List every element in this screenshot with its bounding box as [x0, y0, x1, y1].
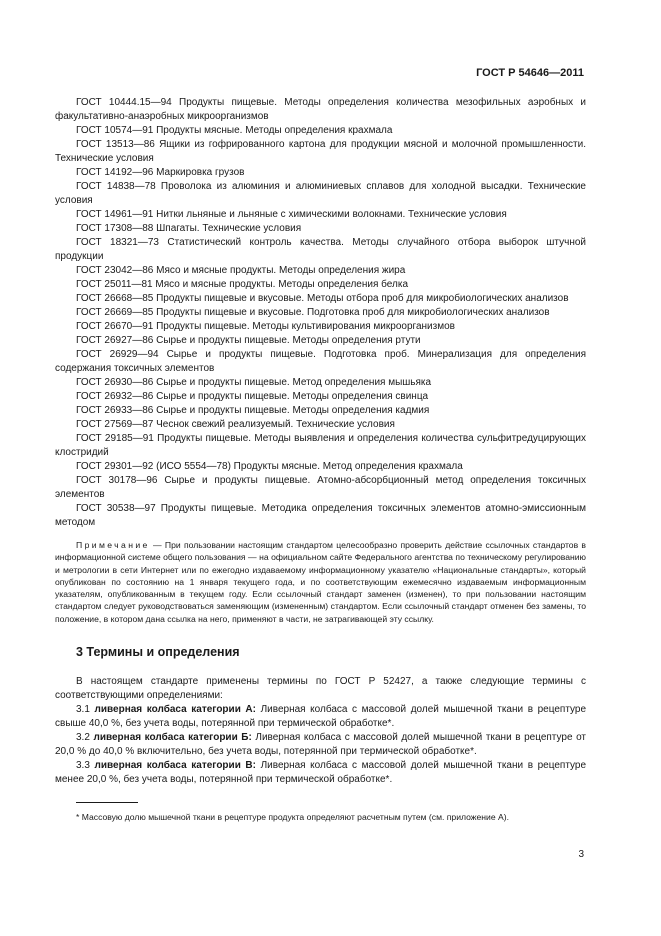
page-content [55, 96, 586, 823]
references-list [55, 96, 586, 530]
term-text: Ливерная колбаса с массовой долей мышечной ткани в рецептуре свыше 40,0 %, без учета воды, потерянной при термической обработке*. [55, 704, 587, 730]
reference-item: ГОСТ 26930—86 Сырье и продукты пищевые. Метод определения мышьяка [76, 377, 432, 388]
reference-item: ГОСТ 23042—86 Мясо и мясные продукты. Методы определения жира [76, 265, 406, 276]
reference-item: ГОСТ 10444.15—94 Продукты пищевые. Методы определения количества мезофильных аэробных и факультативно-анаэробных микроорганизмов [55, 97, 586, 122]
note-text: — При пользовании настоящим стандартом целесообразно проверить действие ссылочных стандартов в информационной системе общего пользования — на официальном сайте Федерального агентства по техническому регулированию и метрологии в сети Интернет или по ежегодно издаваемому информационному указателю «Национальные стандарты», который опубликован по состоянию на 1 января текущего года, и по соответствующим ежемесячно издаваемым информационным указателям, опубликованным в текущем году. Если ссылочный стандарт заменен (изменен), то при пользовании настоящим стандартом следует руководствоваться заменяющим (измененным) стандартом. Если ссылочный стандарт отменен без замены, то положение, в котором дана ссылка на него, применяют в части, не затрагивающей эту ссылку. [55, 540, 586, 624]
reference-item: ГОСТ 14192—96 Маркировка грузов [76, 167, 245, 178]
reference-item: ГОСТ 14961—91 Нитки льняные и льняные с химическими волокнами. Технические условия [76, 209, 507, 220]
term-definition [55, 731, 586, 759]
reference-item: ГОСТ 10574—91 Продукты мясные. Методы определения крахмала [76, 125, 393, 136]
page-number: 3 [578, 849, 584, 860]
reference-item: ГОСТ 30538—97 Продукты пищевые. Методика определения токсичных элементов атомно-эмиссионным методом [55, 503, 586, 528]
reference-item: ГОСТ 29185—91 Продукты пищевые. Методы выявления и определения количества сульфитредуцирующих клостридий [55, 433, 586, 458]
term-name: ливерная колбаса категории А: [94, 704, 256, 716]
term-name: ливерная колбаса категории В: [94, 760, 256, 772]
reference-item: ГОСТ 27569—87 Чеснок свежий реализуемый. Технические условия [76, 419, 395, 430]
reference-item: ГОСТ 18321—73 Статистический контроль качества. Методы случайного отбора выборок штучной продукции [55, 237, 586, 262]
term-number: 3.1 [76, 704, 90, 716]
reference-item: ГОСТ 26932—86 Сырье и продукты пищевые. Методы определения свинца [76, 391, 429, 402]
term-definition [55, 703, 586, 731]
reference-item: ГОСТ 29301—92 (ИСО 5554—78) Продукты мясные. Метод определения крахмала [76, 461, 463, 472]
term-name: ливерная колбаса категории Б: [93, 732, 252, 744]
note-label: Примечание [76, 540, 150, 550]
note-paragraph [55, 539, 586, 625]
reference-item: ГОСТ 26668—85 Продукты пищевые и вкусовые. Методы отбора проб для микробиологических анализов [76, 293, 569, 304]
term-text: Ливерная колбаса с массовой долей мышечной ткани в рецептуре от 20,0 % до 40,0 % включительно, без учета воды, потерянной при термической обработке*. [55, 732, 586, 758]
reference-item: ГОСТ 25011—81 Мясо и мясные продукты. Методы определения белка [76, 279, 409, 290]
term-number: 3.2 [76, 732, 90, 744]
section-intro: В настоящем стандарте применены термины по ГОСТ Р 52427, а также следующие термины с соответствующими определениями: [55, 676, 586, 702]
reference-item: ГОСТ 26670—91 Продукты пищевые. Методы культивирования микроорганизмов [76, 321, 455, 332]
footnote-divider [76, 802, 138, 803]
reference-item: ГОСТ 17308—88 Шпагаты. Технические условия [76, 223, 302, 234]
reference-item: ГОСТ 26927—86 Сырье и продукты пищевые. Методы определения ртути [76, 335, 421, 346]
term-number: 3.3 [76, 760, 90, 772]
reference-item: ГОСТ 13513—86 Ящики из гофрированного картона для продукции мясной и молочной промышленности. Технические условия [55, 139, 586, 164]
footnote: * Массовую долю мышечной ткани в рецептуре продукта определяют расчетным путем (см. приложение А). [76, 812, 510, 823]
reference-item: ГОСТ 30178—96 Сырье и продукты пищевые. Атомно-абсорбционный метод определения токсичных элементов [55, 475, 586, 500]
term-definition [55, 759, 586, 787]
reference-item: ГОСТ 14838—78 Проволока из алюминия и алюминиевых сплавов для холодной высадки. Технические условия [55, 181, 586, 206]
term-text: Ливерная колбаса с массовой долей мышечной ткани в рецептуре менее 20,0 %, без учета воды, потерянной при термической обработке*. [55, 760, 587, 786]
document-header: ГОСТ Р 54646—2011 [476, 67, 584, 79]
section-title: 3 Термины и определения [76, 645, 240, 660]
reference-item: ГОСТ 26929—94 Сырье и продукты пищевые. Подготовка проб. Минерализация для определения содержания токсичных элементов [55, 349, 586, 374]
reference-item: ГОСТ 26933—86 Сырье и продукты пищевые. Методы определения кадмия [76, 405, 430, 416]
reference-item: ГОСТ 26669—85 Продукты пищевые и вкусовые. Подготовка проб для микробиологических анализов [76, 307, 550, 318]
